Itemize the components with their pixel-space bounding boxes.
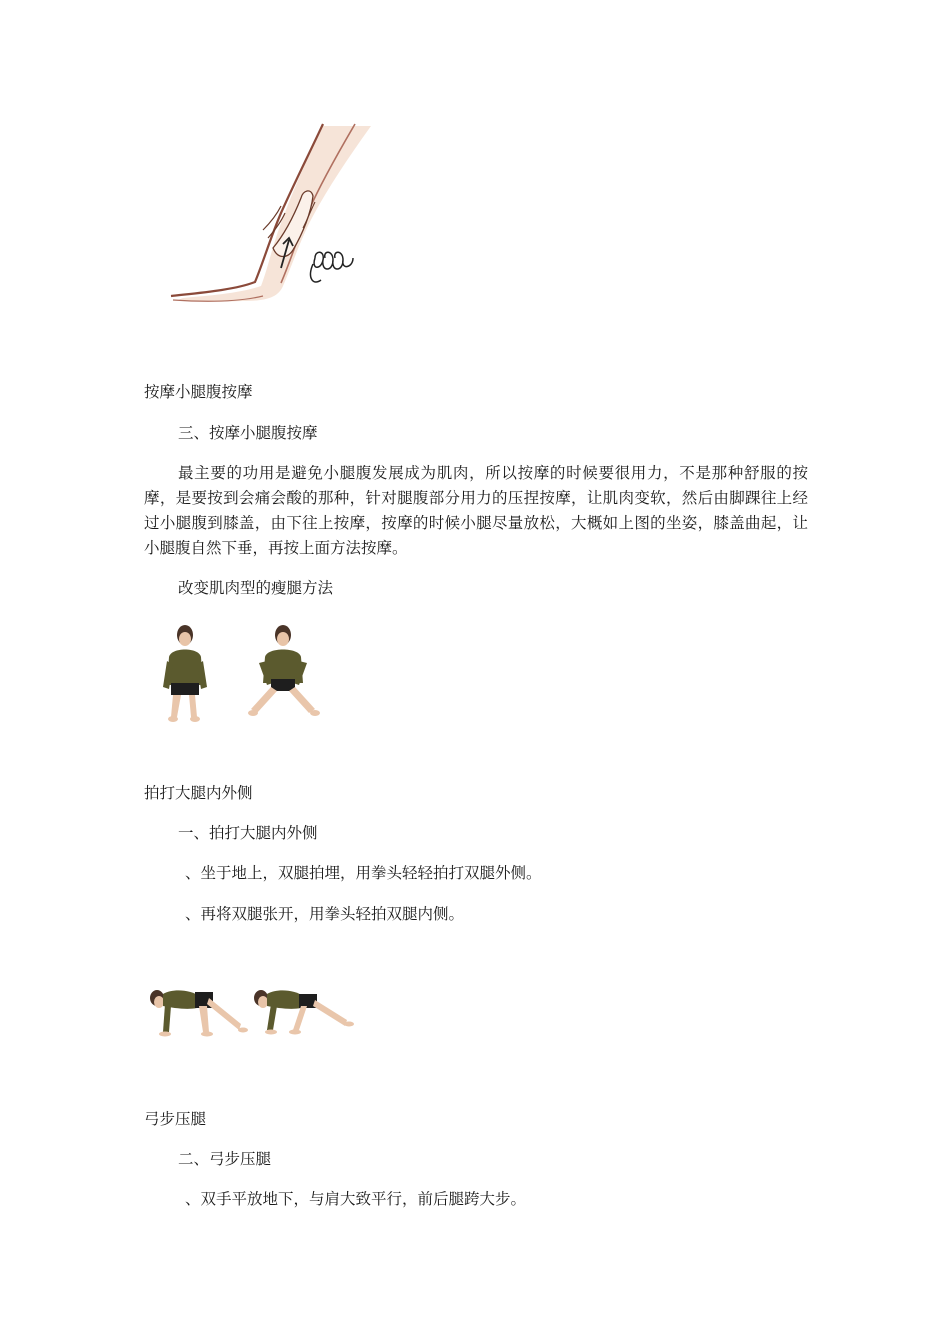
paragraph-massage: 最主要的功用是避免小腿腹发展成为肌肉，所以按摩的时候要很用力，不是那种舒服的按摩，是要按到会痛会酸的那种，针对腿腹部分用力的压捏按摩，让肌肉变软，然后由脚踝往上经过小腿腹到膝盖，由下往上按摩，按摩的时候小腿尽量放松，大概如上图的坐姿，膝盖曲起，让小腿腹自然下垂，再按上面方法按摩。: [144, 464, 808, 557]
heading-methods: 改变肌肉型的瘦腿方法: [178, 579, 334, 597]
step-lunge-1: 、双手平放地下，与肩大致平行，前后腿跨大步。: [185, 1190, 527, 1208]
seated-leg-exercise-photos: [143, 617, 359, 745]
seated-exercise-drawing: [143, 617, 359, 745]
heading-lunge: 二、弓步压腿: [178, 1150, 272, 1168]
caption-tapping: 拍打大腿内外侧: [144, 784, 253, 802]
leg-massage-drawing: [143, 118, 401, 332]
caption-massage: 按摩小腿腹按摩: [144, 383, 253, 401]
lunge-stretch-photos: [143, 942, 359, 1070]
lunge-stretch-drawing: [143, 942, 359, 1070]
caption-lunge: 弓步压腿: [144, 1110, 207, 1128]
leg-massage-illustration: [143, 118, 401, 332]
step-tapping-2: 、再将双腿张开，用拳头轻拍双腿内侧。: [185, 905, 465, 923]
heading-massage: 三、按摩小腿腹按摩: [178, 424, 318, 442]
heading-tapping: 一、拍打大腿内外侧: [178, 824, 318, 842]
step-tapping-1: 、坐于地上，双腿拍埋，用拳头轻轻拍打双腿外侧。: [185, 864, 542, 882]
